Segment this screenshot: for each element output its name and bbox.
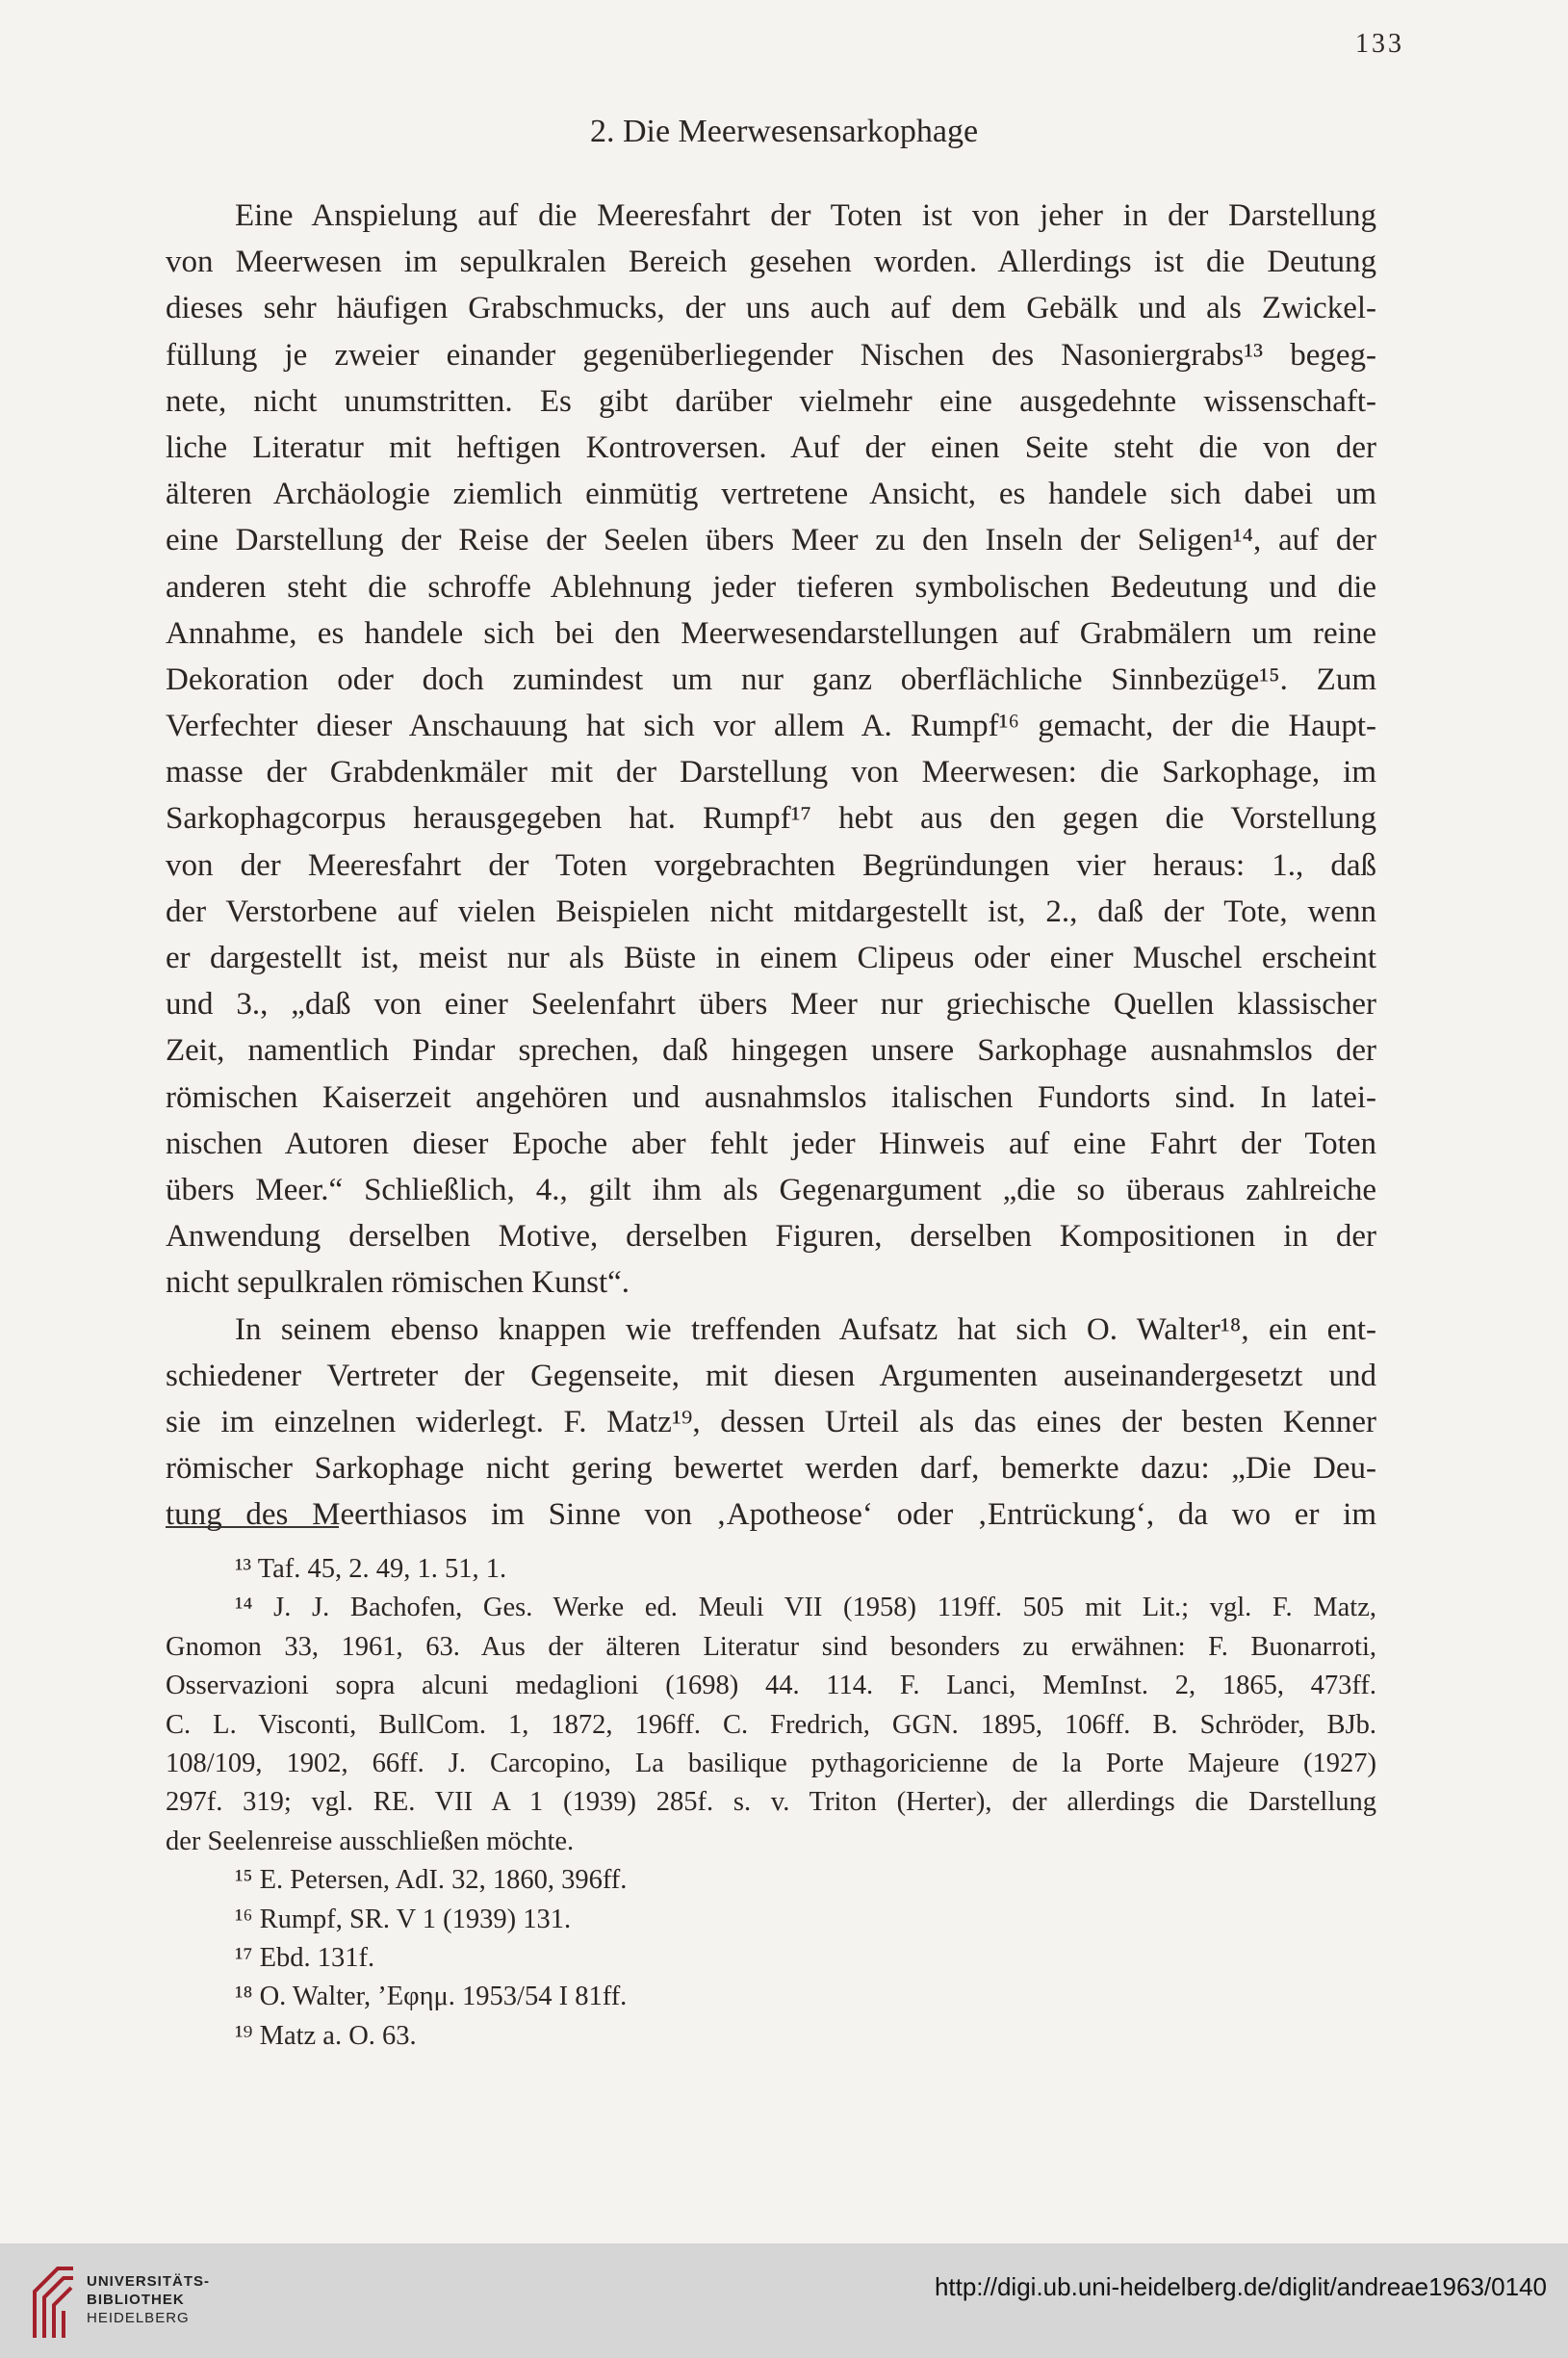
footnote-line: ¹⁸ O. Walter, ’Εφημ. 1953/54 I 81ff. bbox=[235, 1982, 628, 2012]
body-line: und 3., „daß von einer Seelenfahrt übers Meer nur griechische Quellen klassischer bbox=[166, 987, 1376, 1023]
body-line: von Meerwesen im sepulkralen Bereich gesehen worden. Allerdings ist die Deutung bbox=[166, 245, 1376, 280]
page-number: 133 bbox=[1355, 29, 1404, 59]
section-heading: 2. Die Meerwesensarkophage bbox=[589, 114, 979, 149]
footnote-line: 108/109, 1902, 66ff. J. Carcopino, La basilique pythagoricienne de la Porte Majeure (1927) bbox=[166, 1748, 1376, 1778]
body-line: dieses sehr häufigen Grabschmucks, der uns auch auf dem Gebälk und als Zwickel- bbox=[166, 291, 1376, 326]
source-url-link[interactable]: http://digi.ub.uni-heidelberg.de/diglit/andreae1963/0140 bbox=[934, 2272, 1547, 2301]
library-logo-icon bbox=[29, 2263, 79, 2342]
body-line: Annahme, es handele sich bei den Meerwesendarstellungen auf Grabmälern um reine bbox=[166, 615, 1376, 651]
footnote-line: ¹⁵ E. Petersen, AdI. 32, 1860, 396ff. bbox=[235, 1865, 628, 1896]
digitization-footer bbox=[0, 2243, 1568, 2358]
body-line: römischen Kaiserzeit angehören und ausnahmslos italischen Fundorts sind. In latei- bbox=[166, 1079, 1376, 1115]
body-line: liche Literatur mit heftigen Kontroversen. Auf der einen Seite steht die von der bbox=[166, 429, 1376, 465]
body-line: nischen Autoren dieser Epoche aber fehlt jeder Hinweis auf eine Fahrt der Toten bbox=[166, 1126, 1376, 1161]
logo-line-3: HEIDELBERG bbox=[87, 2310, 190, 2326]
body-line: römischer Sarkophage nicht gering bewertet werden darf, bemerkte dazu: „Die Deu- bbox=[166, 1451, 1376, 1487]
body-line: Sarkophagcorpus herausgegeben hat. Rumpf¹⁷ hebt aus den gegen die Vorstellung bbox=[166, 801, 1376, 837]
footnote-line: 297f. 319; vgl. RE. VII A 1 (1939) 285f. s. v. Triton (Herter), der allerdings die Darstellung bbox=[166, 1787, 1376, 1818]
body-line: von der Meeresfahrt der Toten vorgebrachten Begründungen vier heraus: 1., daß bbox=[166, 847, 1376, 883]
body-line: nicht sepulkralen römischen Kunst“. bbox=[166, 1265, 630, 1301]
footnote-line: Osservazioni sopra alcuni medaglioni (1698) 44. 114. F. Lanci, MemInst. 2, 1865, 473ff. bbox=[166, 1671, 1376, 1701]
footnote-divider bbox=[166, 1526, 339, 1528]
body-line: eine Darstellung der Reise der Seelen übers Meer zu den Inseln der Seligen¹⁴, auf der bbox=[166, 523, 1376, 558]
footnote-line: ¹⁷ Ebd. 131f. bbox=[235, 1942, 375, 1973]
footnote-line: ¹⁶ Rumpf, SR. V 1 (1939) 131. bbox=[235, 1904, 572, 1934]
footnote-line: Gnomon 33, 1961, 63. Aus der älteren Literatur sind besonders zu erwähnen: F. Buonarroti, bbox=[166, 1631, 1376, 1662]
body-line: schiedener Vertreter der Gegenseite, mit diesen Argumenten auseinandergesetzt und bbox=[166, 1358, 1376, 1393]
body-line: Dekoration oder doch zumindest um nur ganz oberflächliche Sinnbezüge¹⁵. Zum bbox=[166, 661, 1376, 697]
body-line: Anwendung derselben Motive, derselben Figuren, derselben Kompositionen in der bbox=[166, 1219, 1376, 1255]
footnotes bbox=[166, 1550, 1376, 2056]
body-line: In seinem ebenso knappen wie treffenden Aufsatz hat sich O. Walter¹⁸, ein ent- bbox=[235, 1311, 1376, 1347]
body-line: älteren Archäologie ziemlich einmütig vertretene Ansicht, es handele sich dabei um bbox=[166, 477, 1376, 512]
body-line: anderen steht die schroffe Ablehnung jeder tieferen symbolischen Bedeutung und die bbox=[166, 569, 1376, 605]
footnote-line: der Seelenreise ausschließen möchte. bbox=[166, 1826, 575, 1856]
body-text bbox=[166, 193, 1376, 1538]
body-line: er dargestellt ist, meist nur als Büste in einem Clipeus oder einer Muschel erscheint bbox=[166, 941, 1376, 975]
footnote-line: ¹⁹ Matz a. O. 63. bbox=[235, 2020, 417, 2051]
body-line: sie im einzelnen widerlegt. F. Matz¹⁹, dessen Urteil als das eines der besten Kenner bbox=[166, 1404, 1376, 1439]
body-line: tung des Meerthiasos im Sinne von ‚Apotheose‘ oder ‚Entrückung‘, da wo er im bbox=[166, 1497, 1376, 1533]
body-line: masse der Grabdenkmäler mit der Darstellung von Meerwesen: die Sarkophage, im bbox=[166, 755, 1376, 790]
logo-line-2: BIBLIOTHEK bbox=[87, 2292, 185, 2308]
body-line: übers Meer.“ Schließlich, 4., gilt ihm als Gegenargument „die so überaus zahlreiche bbox=[166, 1172, 1376, 1207]
logo-line-1: UNIVERSITÄTS- bbox=[87, 2273, 211, 2290]
body-line: nete, nicht unumstritten. Es gibt darüber vielmehr eine ausgedehnte wissenschaft- bbox=[166, 383, 1376, 419]
footnote-line: ¹⁴ J. J. Bachofen, Ges. Werke ed. Meuli VII (1958) 119ff. 505 mit Lit.; vgl. F. Matz, bbox=[235, 1593, 1376, 1623]
footnote-line: ¹³ Taf. 45, 2. 49, 1. 51, 1. bbox=[235, 1554, 507, 1584]
library-logo-text bbox=[87, 2272, 210, 2327]
body-line: Zeit, namentlich Pindar sprechen, daß hingegen unsere Sarkophage ausnahmslos der bbox=[166, 1033, 1376, 1069]
body-line: Verfechter dieser Anschauung hat sich vor allem A. Rumpf¹⁶ gemacht, der die Haupt- bbox=[166, 709, 1376, 744]
body-line: der Verstorbene auf vielen Beispielen nicht mitdargestellt ist, 2., daß der Tote, wenn bbox=[166, 894, 1376, 929]
body-line: füllung je zweier einander gegenüberliegender Nischen des Nasoniergrabs¹³ begeg- bbox=[166, 337, 1376, 373]
body-line: Eine Anspielung auf die Meeresfahrt der Toten ist von jeher in der Darstellung bbox=[235, 198, 1376, 233]
footnote-line: C. L. Visconti, BullCom. 1, 1872, 196ff. C. Fredrich, GGN. 1895, 106ff. B. Schröder, BJb. bbox=[166, 1709, 1376, 1740]
